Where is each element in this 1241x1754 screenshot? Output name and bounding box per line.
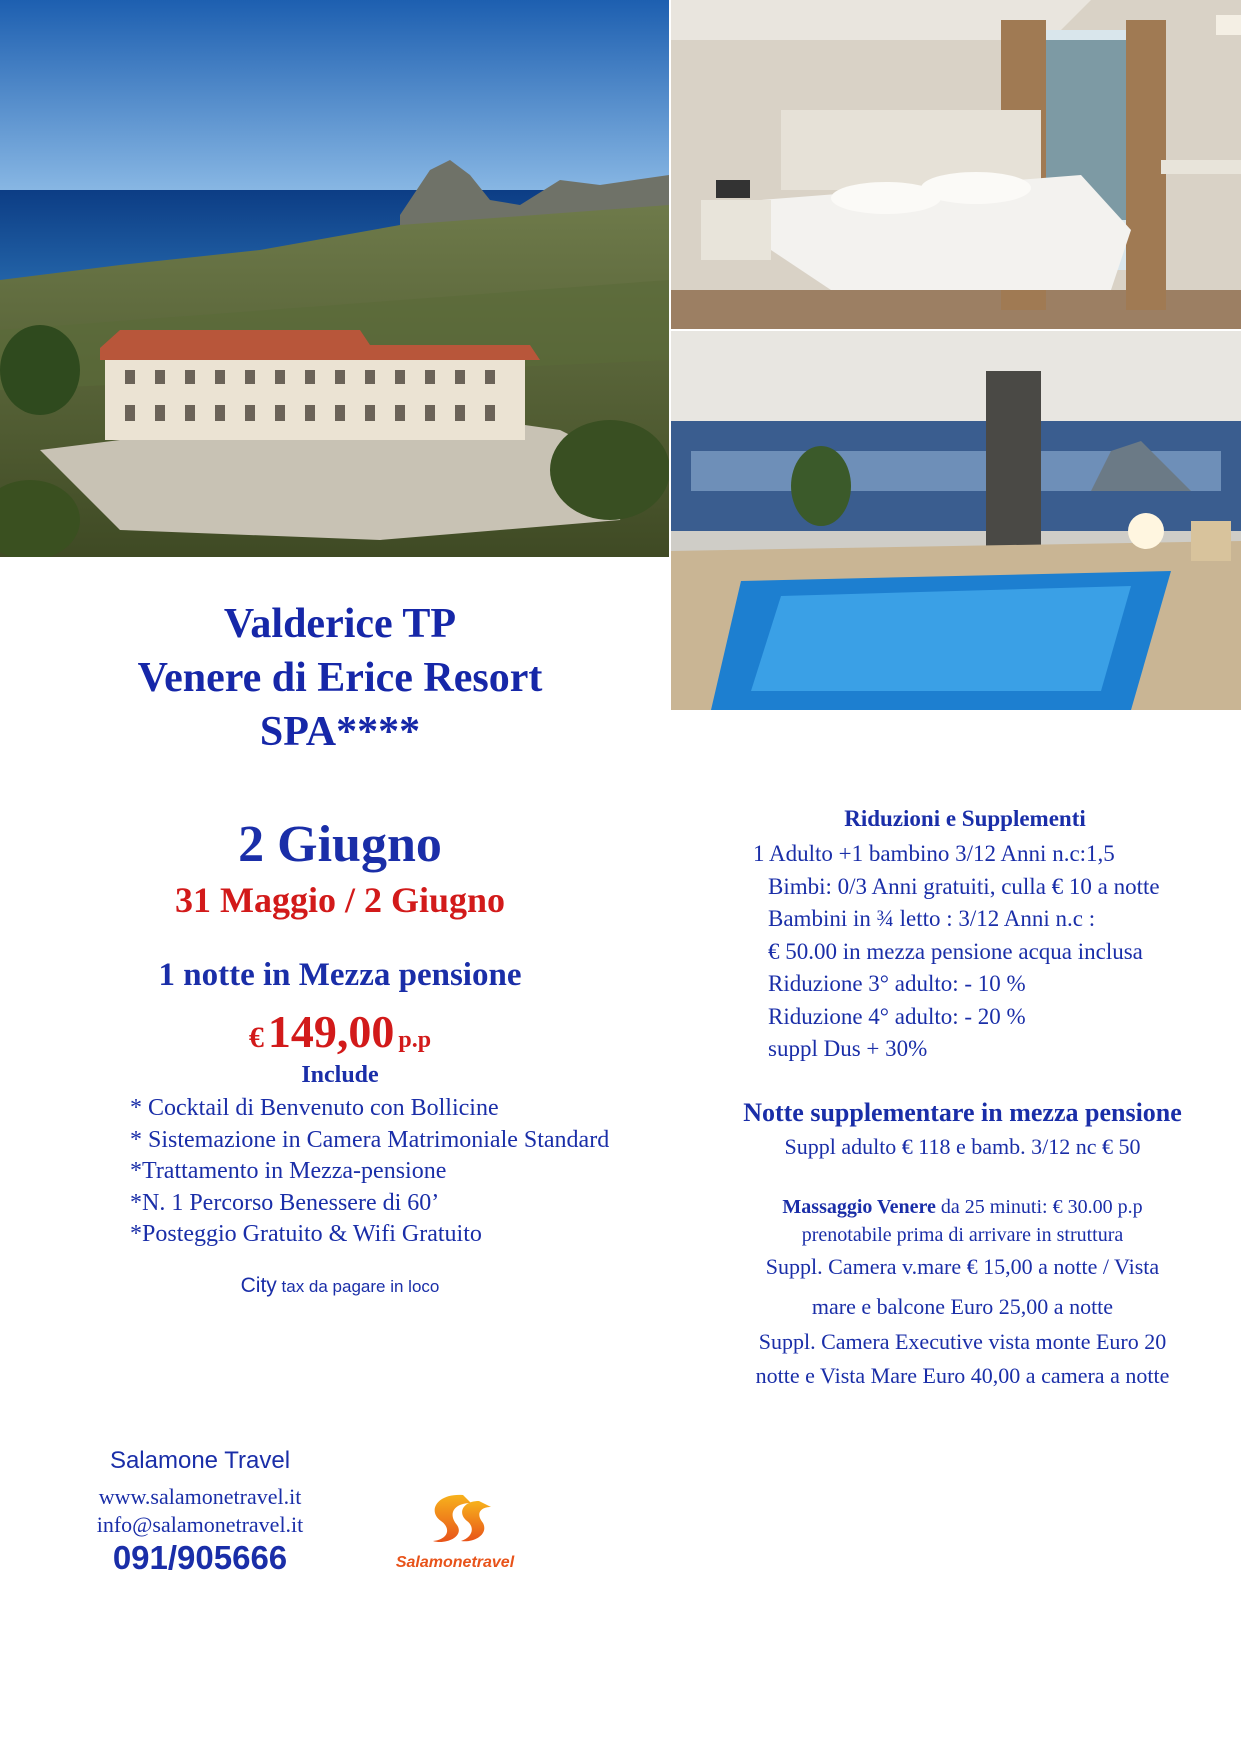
riduzioni-item: Bambini in ¾ letto : 3/12 Anni n.c : [768,906,1096,931]
agency-phone[interactable]: 091/905666 [112,1539,288,1576]
riduzioni-item: 1 Adulto +1 bambino 3/12 Anni n.c:1,5 [753,841,1115,866]
price [40,1005,640,1070]
massage-note: prenotabile prima di arrivare in struttura [801,1224,1124,1246]
riduzioni-item: Riduzione 3° adulto: - 10 % [768,971,1026,996]
nights-board: 1 notte in Mezza pensione [158,957,522,993]
riduzioni-item: suppl Dus + 30% [768,1036,928,1061]
sea-view-line: mare e balcone Euro 25,00 a notte [811,1294,1114,1319]
city-tax-text: tax da pagare in loco [276,1277,440,1296]
hotel-rating-title: SPA**** [259,709,421,755]
include-item: *N. 1 Percorso Benessere di 60’ [130,1189,440,1216]
resort-landscape-photo [0,0,669,557]
sea-view-line: Suppl. Camera v.mare € 15,00 a notte / Vista [765,1254,1160,1279]
include-item: *Trattamento in Mezza-pensione [130,1158,447,1184]
extra-night-heading: Notte supplementare in mezza pensione [743,1098,1182,1127]
extra-night-text: Suppl adulto € 118 e bamb. 3/12 nc € 50 [784,1134,1141,1159]
city-tax-word: City [240,1274,277,1297]
include-heading: Include [301,1062,379,1088]
executive-line: notte e Vista Mare Euro 40,00 a camera a notte [755,1363,1170,1388]
price-amount: 149,00 [267,1006,395,1057]
massage-name: Massaggio Venere [782,1196,936,1218]
date-range: 31 Maggio / 2 Giugno [174,880,506,920]
riduzioni-item: Riduzione 4° adulto: - 20 % [768,1003,1026,1029]
indoor-pool-photo [671,331,1241,710]
hotel-bedroom-photo [671,0,1241,329]
include-item: * Sistemazione in Camera Matrimoniale Standard [130,1126,610,1153]
massage-offer [690,1193,1235,1221]
event-date: 2 Giugno [238,816,442,873]
agency-name: Salamone Travel [109,1447,291,1474]
city-tax-note [40,1274,640,1298]
hotel-location-title: Valderice TP [223,601,457,647]
price-currency: € [248,1021,264,1054]
riduzioni-heading: Riduzioni e Supplementi [844,806,1086,831]
executive-supplement [690,1325,1235,1393]
include-list [130,1093,609,1251]
include-item: * Cocktail di Benvenuto con Bollicine [130,1095,499,1121]
executive-line: Suppl. Camera Executive vista monte Euro 20 [758,1329,1167,1354]
price-unit: p.p [398,1027,432,1053]
riduzioni-item: € 50.00 in mezza pensione acqua inclusa [768,938,1143,964]
hotel-name-title: Venere di Erice Resort [137,655,543,701]
riduzioni-item: Bimbi: 0/3 Anni gratuiti, culla € 10 a notte [768,873,1160,899]
include-item: *Posteggio Gratuito & Wifi Gratuito [130,1221,482,1247]
massage-price: da 25 minuti: € 30.00 p.p [935,1196,1143,1218]
agency-email[interactable]: info@salamonetravel.it [96,1512,304,1537]
agency-website[interactable]: www.salamonetravel.it [98,1484,302,1509]
sea-view-supplement [690,1250,1235,1324]
riduzioni-list [753,838,1160,1066]
salamone-travel-logo [375,1487,535,1577]
logo-text: Salamonetravel [395,1554,515,1571]
